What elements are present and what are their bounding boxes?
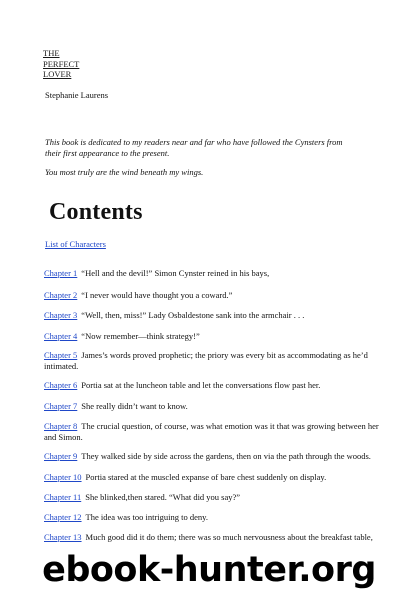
chapter-link[interactable]: Chapter 8 [44, 421, 78, 431]
chapter-entry [44, 350, 384, 371]
contents-heading: Contents [49, 199, 143, 225]
chapter-link[interactable]: Chapter 2 [44, 290, 78, 300]
dedication-paragraph: You most truly are the wind beneath my wings. [45, 167, 204, 177]
watermark-text: ebook-hunter.org [42, 550, 376, 590]
chapter-entry [44, 331, 384, 342]
chapter-link[interactable]: Chapter 3 [44, 310, 78, 320]
chapter-summary: Much good did it do them; there was so much nervousness about the breakfast table, [85, 532, 373, 542]
chapter-summary: Portia sat at the luncheon table and let the conversations flow past her. [81, 380, 321, 390]
chapter-entry [44, 492, 384, 503]
dedication-paragraph: This book is dedicated to my readers near and far who have followed the Cynsters from their first appearance to the present. [45, 137, 343, 158]
chapter-link[interactable]: Chapter 1 [44, 268, 78, 278]
chapter-link[interactable]: Chapter 4 [44, 331, 78, 341]
dedication [45, 137, 345, 187]
chapter-summary: She blinked,then stared. “What did you say?” [85, 492, 241, 502]
chapter-summary: Portia stared at the muscled expanse of bare chest suddenly on display. [85, 472, 327, 482]
chapter-link[interactable]: Chapter 11 [44, 492, 82, 502]
book-title [43, 48, 79, 80]
chapter-summary: “I never would have thought you a coward.” [81, 290, 233, 300]
title-line-2[interactable]: PERFECT [43, 58, 80, 69]
chapter-summary: “Now remember—think strategy!” [81, 331, 200, 341]
chapter-link[interactable]: Chapter 6 [44, 380, 78, 390]
chapter-summary: She really didn’t want to know. [81, 401, 188, 411]
list-of-characters [45, 239, 106, 249]
chapter-summary: James’s words proved prophetic; the priory was every bit as accommodating as he’d intimated. [44, 350, 368, 371]
title-line-3[interactable]: LOVER [43, 69, 72, 79]
chapter-link[interactable]: Chapter 9 [44, 451, 78, 461]
author-name: Stephanie Laurens [45, 90, 109, 100]
chapter-link[interactable]: Chapter 13 [44, 532, 82, 542]
chapter-entry [44, 512, 384, 523]
list-of-characters-link[interactable]: List of Characters [45, 239, 106, 249]
chapter-summary: “Well, then, miss!” Lady Osbaldestone sank into the armchair . . . [81, 310, 305, 320]
chapter-link[interactable]: Chapter 5 [44, 350, 78, 360]
chapter-summary: “Hell and the devil!” Simon Cynster reined in his bays, [81, 268, 270, 278]
chapter-entry [44, 451, 384, 462]
chapter-summary: The idea was too intriguing to deny. [85, 512, 208, 522]
chapter-entry [44, 310, 384, 321]
chapter-entry [44, 401, 384, 412]
chapter-summary: They walked side by side across the gardens, then on via the path through the woods. [81, 451, 371, 461]
chapter-link[interactable]: Chapter 12 [44, 512, 82, 522]
chapter-entry [44, 472, 384, 483]
chapter-entry [44, 290, 384, 301]
title-line-1[interactable]: THE [43, 48, 60, 58]
chapter-link[interactable]: Chapter 10 [44, 472, 82, 482]
chapter-summary: The crucial question, of course, was what emotion was it that was growing between her and Simon. [44, 421, 379, 442]
chapter-entry [44, 532, 384, 543]
chapter-entry [44, 380, 384, 391]
watermark-banner [0, 548, 418, 593]
chapter-link[interactable]: Chapter 7 [44, 401, 78, 411]
chapter-entry [44, 268, 384, 279]
chapter-entry [44, 421, 384, 442]
